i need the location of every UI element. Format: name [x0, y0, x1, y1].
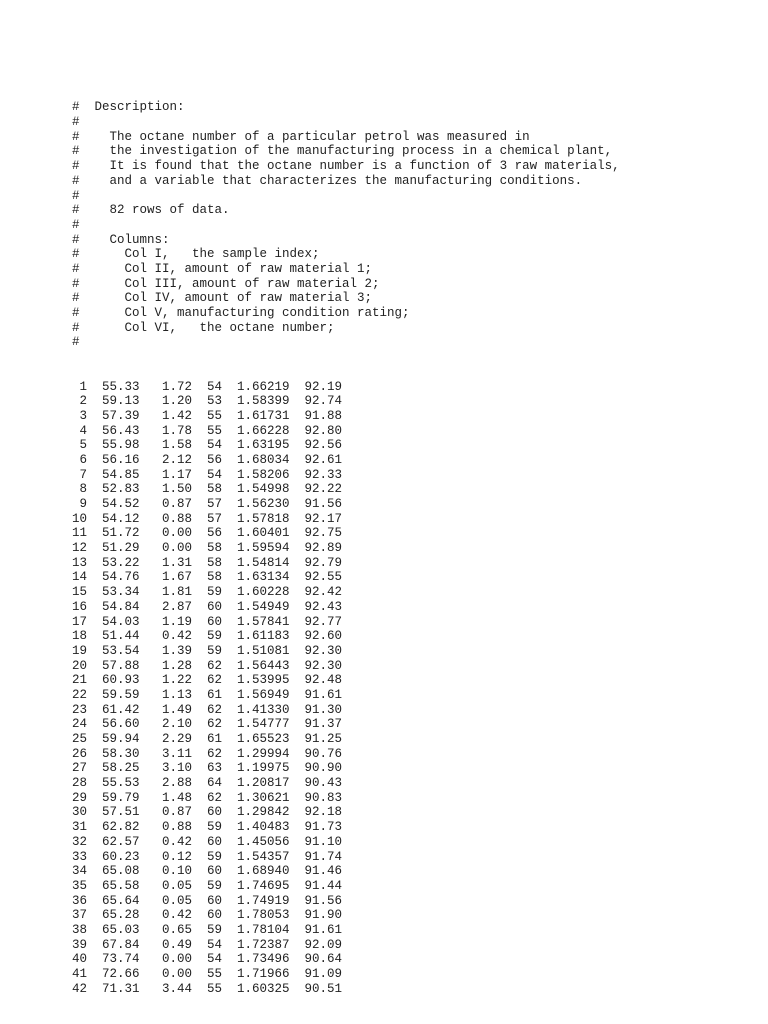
data-table: [72, 380, 620, 997]
comment-line: # Col VI, the octane number;: [72, 320, 335, 335]
comment-line: #: [72, 188, 80, 203]
comment-line: #: [72, 115, 80, 130]
data-row: 40 73.74 0.00 54 1.73496 90.64: [72, 952, 343, 967]
data-row: 27 58.25 3.10 63 1.19975 90.90: [72, 761, 343, 776]
comment-line: # Description:: [72, 100, 185, 115]
data-row: 4 56.43 1.78 55 1.66228 92.80: [72, 423, 343, 438]
data-row: 30 57.51 0.87 60 1.29842 92.18: [72, 805, 343, 820]
data-row: 25 59.94 2.29 61 1.65523 91.25: [72, 732, 343, 746]
data-row: 42 71.31 3.44 55 1.60325 90.51: [72, 981, 343, 996]
data-row: 32 62.57 0.42 60 1.45056 91.10: [72, 834, 343, 849]
data-row: 20 57.88 1.28 62 1.56443 92.30: [72, 658, 343, 673]
data-row: 41 72.66 0.00 55 1.71966 91.09: [72, 967, 343, 981]
data-row: 11 51.72 0.00 56 1.60401 92.75: [72, 526, 343, 541]
data-row: 15 53.34 1.81 59 1.60228 92.42: [72, 585, 343, 600]
data-row: 29 59.79 1.48 62 1.30621 90.83: [72, 790, 343, 805]
comment-line: # It is found that the octane number is a function of 3 raw materials,: [72, 159, 620, 174]
data-row: 3 57.39 1.42 55 1.61731 91.88: [72, 408, 343, 423]
data-row: 17 54.03 1.19 60 1.57841 92.77: [72, 614, 343, 629]
description-header: [72, 100, 620, 350]
comment-line: # the investigation of the manufacturing process in a chemical plant,: [72, 144, 613, 159]
comment-line: #: [72, 217, 80, 232]
data-row: 39 67.84 0.49 54 1.72387 92.09: [72, 937, 343, 952]
comment-line: # 82 rows of data.: [72, 203, 230, 218]
data-row: 36 65.64 0.05 60 1.74919 91.56: [72, 893, 343, 908]
data-row: 6 56.16 2.12 56 1.68034 92.61: [72, 452, 343, 467]
comment-line: # Col IV, amount of raw material 3;: [72, 291, 373, 306]
data-row: 28 55.53 2.88 64 1.20817 90.43: [72, 776, 343, 791]
comment-line: # Col I, the sample index;: [72, 247, 320, 262]
data-row: 33 60.23 0.12 59 1.54357 91.74: [72, 849, 343, 864]
data-row: 35 65.58 0.05 59 1.74695 91.44: [72, 878, 343, 893]
data-row: 37 65.28 0.42 60 1.78053 91.90: [72, 908, 343, 923]
comment-line: # The octane number of a particular petrol was measured in: [72, 129, 530, 144]
data-row: 9 54.52 0.87 57 1.56230 91.56: [72, 497, 343, 511]
data-row: 14 54.76 1.67 58 1.63134 92.55: [72, 570, 343, 585]
comment-line: # Columns:: [72, 232, 170, 247]
data-row: 12 51.29 0.00 58 1.59594 92.89: [72, 541, 343, 556]
data-document: [72, 71, 620, 1011]
data-row: 26 58.30 3.11 62 1.29994 90.76: [72, 746, 343, 761]
data-row: 23 61.42 1.49 62 1.41330 91.30: [72, 702, 343, 717]
comment-line: # and a variable that characterizes the manufacturing conditions.: [72, 173, 583, 188]
data-row: 13 53.22 1.31 58 1.54814 92.79: [72, 555, 343, 570]
data-row: 16 54.84 2.87 60 1.54949 92.43: [72, 599, 343, 614]
data-row: 24 56.60 2.10 62 1.54777 91.37: [72, 717, 343, 732]
data-row: 18 51.44 0.42 59 1.61183 92.60: [72, 629, 343, 644]
comment-line: # Col V, manufacturing condition rating;: [72, 306, 410, 321]
data-row: 19 53.54 1.39 59 1.51081 92.30: [72, 643, 343, 658]
data-row: 34 65.08 0.10 60 1.68940 91.46: [72, 864, 343, 879]
data-row: 1 55.33 1.72 54 1.66219 92.19: [72, 379, 343, 394]
data-row: 22 59.59 1.13 61 1.56949 91.61: [72, 687, 343, 702]
comment-line: # Col II, amount of raw material 1;: [72, 261, 373, 276]
data-row: 21 60.93 1.22 62 1.53995 92.48: [72, 673, 343, 688]
data-row: 5 55.98 1.58 54 1.63195 92.56: [72, 438, 343, 453]
data-row: 31 62.82 0.88 59 1.40483 91.73: [72, 820, 343, 835]
data-row: 2 59.13 1.20 53 1.58399 92.74: [72, 394, 343, 409]
comment-line: # Col III, amount of raw material 2;: [72, 276, 380, 291]
comment-line: #: [72, 335, 80, 350]
data-row: 38 65.03 0.65 59 1.78104 91.61: [72, 922, 343, 937]
data-row: 8 52.83 1.50 58 1.54998 92.22: [72, 482, 343, 497]
data-row: 10 54.12 0.88 57 1.57818 92.17: [72, 511, 343, 526]
data-row: 7 54.85 1.17 54 1.58206 92.33: [72, 467, 343, 482]
